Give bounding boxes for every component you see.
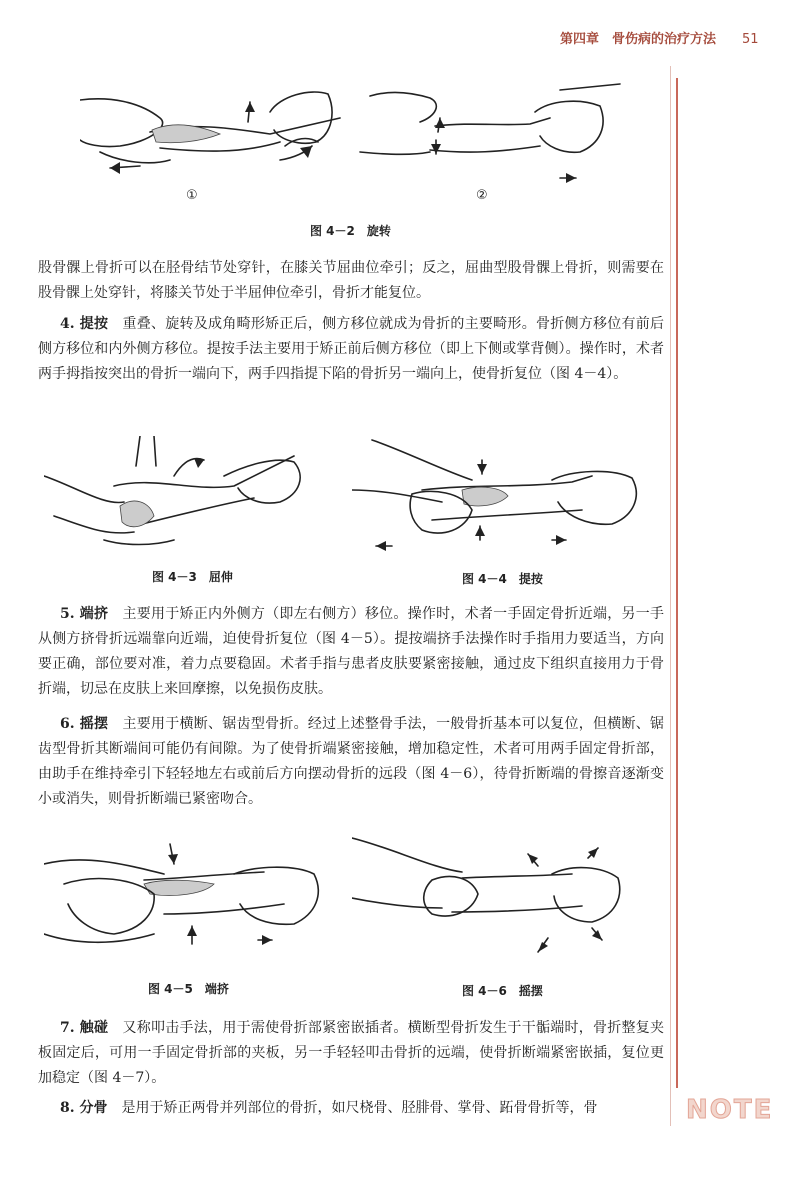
figure-4-2-sub-label-2: ② — [476, 188, 488, 203]
paragraph-fen-gu — [38, 1096, 664, 1121]
paragraph-text: 主要用于横断、锯齿型骨折。经过上述整骨手法，一般骨折基本可以复位，但横断、锯齿型骨折其断端间可能仍有间隙。为了使骨折端紧密接触，增加稳定性，术者可用两手固定骨折部，由助手在维持牵引下轻轻地左右或前后方向摆动骨折的远段（图 4－6），待骨折断端的骨擦音逐渐变小或消失，则骨折断端已紧密吻合。 — [38, 716, 664, 807]
figure-4-6-caption: 图 4－6 摇摆 — [462, 984, 543, 998]
note-label: NOTE — [686, 1095, 774, 1125]
running-header — [560, 28, 759, 47]
figure-4-4-illustration — [352, 430, 652, 560]
figure-4-4-caption: 图 4－4 提按 — [462, 572, 543, 586]
figure-4-5-caption: 图 4－5 端挤 — [148, 982, 229, 996]
paragraph-heading: 8. 分骨 — [60, 1100, 108, 1116]
paragraph-text: 主要用于矫正内外侧方（即左右侧方）移位。操作时，术者一手固定骨折近端，另一手从侧方挤骨折远端靠向近端，迫使骨折复位（图 4－5）。提按端挤手法操作时手指用力要适当，方向要正确，部位要对准，着力点要稳固。术者手指与患者皮肤要紧密接触，通过皮下组织直接用力于骨折端，切忌在皮肤上来回摩擦，以免损伤皮肤。 — [38, 606, 664, 697]
paragraph-duan-ji — [38, 602, 664, 702]
figure-4-3-caption: 图 4－3 屈伸 — [152, 570, 233, 584]
margin-rule-light — [670, 66, 671, 1126]
paragraph-text: 股骨髁上骨折可以在胫骨结节处穿针，在膝关节屈曲位牵引；反之，屈曲型股骨髁上骨折，则需要在股骨髁上处穿针，将膝关节处于半屈伸位牵引，骨折才能复位。 — [38, 260, 664, 301]
page-number: 51 — [742, 32, 759, 47]
paragraph-heading: 6. 摇摆 — [60, 716, 109, 732]
paragraph-text: 又称叩击手法，用于需使骨折部紧密嵌插者。横断型骨折发生于干骺端时，骨折整复夹板固定后，可用一手固定骨折部的夹板，另一手轻轻叩击骨折的远端，使骨折断端紧密嵌插，复位更加稳定（图 4－7）。 — [38, 1020, 664, 1086]
paragraph-heading: 5. 端挤 — [60, 606, 109, 622]
figure-4-3-illustration — [44, 436, 314, 556]
paragraph-text: 重叠、旋转及成角畸形矫正后，侧方移位就成为骨折的主要畸形。骨折侧方移位有前后侧方移位和内外侧方移位。提按手法主要用于矫正前后侧方移位（即上下侧或掌背侧）。操作时，术者两手拇指按突出的骨折一端向下，两手四指提下陷的骨折另一端向上，使骨折复位（图 4－4）。 — [38, 316, 664, 382]
paragraph-text: 是用于矫正两骨并列部位的骨折，如尺桡骨、胫腓骨、掌骨、跖骨骨折等，骨 — [107, 1100, 598, 1116]
margin-rule — [676, 78, 678, 1088]
paragraph-heading: 4. 提按 — [60, 316, 109, 332]
figure-4-2-sub-label-1: ① — [186, 188, 198, 203]
figure-4-2-caption: 图 4－2 旋转 — [310, 224, 391, 238]
paragraph-yao-bai — [38, 712, 664, 812]
figure-4-6-illustration — [352, 828, 652, 968]
figure-4-5-illustration — [44, 834, 334, 964]
paragraph-heading: 7. 触碰 — [60, 1020, 109, 1036]
paragraph-femur-traction — [38, 256, 664, 306]
paragraph-chu-peng — [38, 1016, 664, 1091]
figure-4-2-illustration — [80, 82, 640, 192]
paragraph-tian-an — [38, 312, 664, 387]
chapter-title: 第四章 骨伤病的治疗方法 — [560, 32, 717, 47]
